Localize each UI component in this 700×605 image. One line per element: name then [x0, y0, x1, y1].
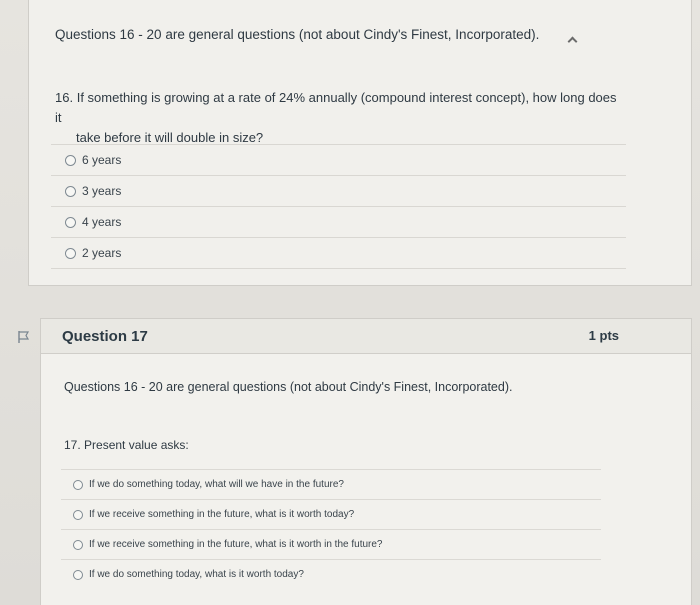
question-16-card — [28, 0, 692, 286]
answer-option[interactable] — [61, 469, 601, 499]
answer-option[interactable] — [61, 559, 601, 589]
question-16-text-line2: take before it will double in size? — [76, 130, 264, 145]
radio-button-icon[interactable] — [65, 155, 76, 166]
mouse-cursor-icon — [568, 37, 578, 47]
question-17-points: 1 pts — [588, 328, 619, 343]
question-16-number: 16. — [55, 90, 74, 105]
answer-label: If we receive something in the future, what is it worth today? — [89, 509, 355, 520]
answer-option[interactable] — [61, 499, 601, 529]
radio-button-icon[interactable] — [65, 186, 76, 197]
flag-icon[interactable] — [17, 330, 31, 344]
answer-label: If we do something today, what is it worth today? — [89, 569, 304, 580]
answer-option[interactable] — [51, 206, 626, 237]
question-17-text: 17. Present value asks: — [64, 438, 189, 452]
question-16-text — [55, 88, 625, 148]
question-16-text-line1: If something is growing at a rate of 24% annually (compound interest concept), how long does it — [55, 90, 617, 125]
radio-button-icon[interactable] — [65, 248, 76, 259]
question-17-title: Question 17 — [62, 328, 148, 345]
question-17-header — [41, 319, 691, 354]
answer-option[interactable] — [51, 144, 626, 175]
question-17-card — [40, 318, 692, 605]
radio-button-icon[interactable] — [73, 480, 83, 490]
answer-option[interactable] — [51, 237, 626, 269]
answer-label: 3 years — [82, 184, 122, 198]
radio-button-icon[interactable] — [65, 217, 76, 228]
radio-button-icon[interactable] — [73, 510, 83, 520]
question-17-answers — [61, 469, 601, 589]
answer-label: If we do something today, what will we have in the future? — [89, 479, 344, 490]
question-16-intro: Questions 16 - 20 are general questions (not about Cindy's Finest, Incorporated). — [55, 27, 540, 42]
radio-button-icon[interactable] — [73, 540, 83, 550]
radio-button-icon[interactable] — [73, 570, 83, 580]
answer-option[interactable] — [51, 175, 626, 206]
answer-label: 4 years — [82, 215, 122, 229]
answer-label: 6 years — [82, 153, 122, 167]
question-16-answers — [51, 144, 626, 269]
question-17-intro: Questions 16 - 20 are general questions (not about Cindy's Finest, Incorporated). — [64, 380, 513, 394]
answer-option[interactable] — [61, 529, 601, 559]
answer-label: 2 years — [82, 246, 122, 260]
answer-label: If we receive something in the future, what is it worth in the future? — [89, 539, 383, 550]
